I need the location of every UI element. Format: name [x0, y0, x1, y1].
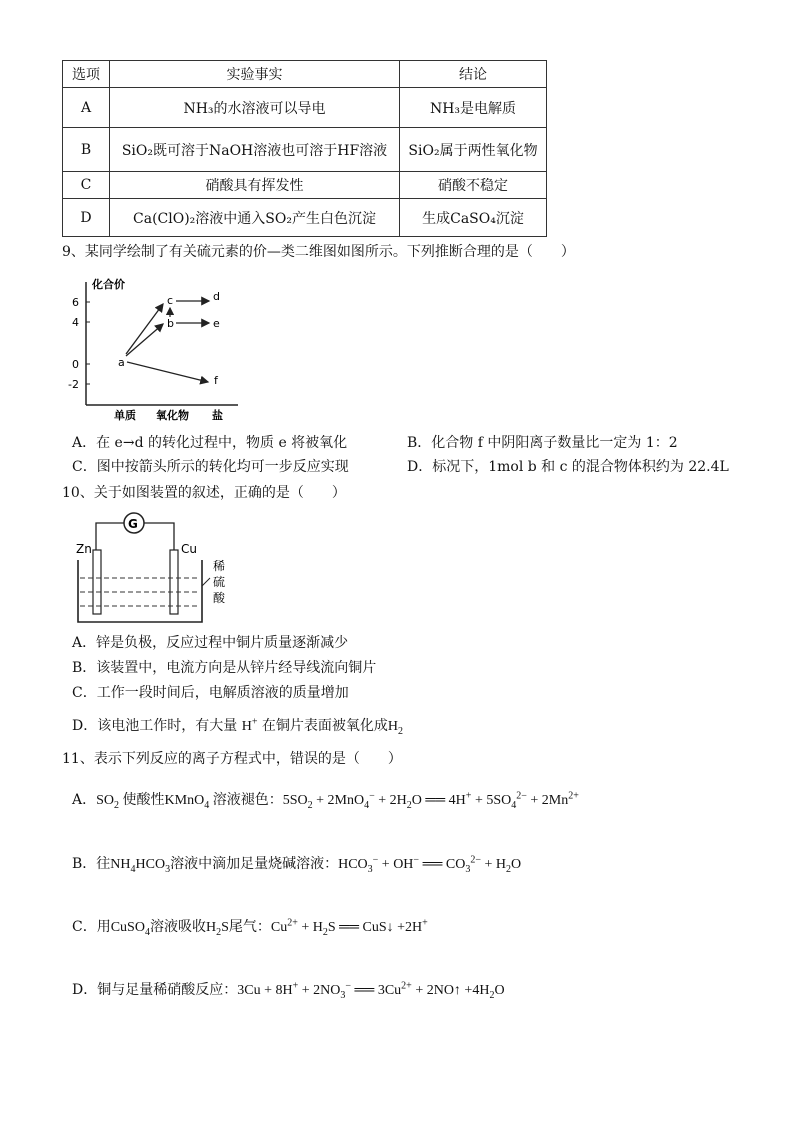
- valence-class-diagram: [70, 272, 250, 422]
- q11-option-d: D．铜与足量稀硝酸反应：$3Cu + 8H^+ + 2NO_3^-$ ══ $3Cu^{2+}$ + 2NO↑ $+4H_2O$: [72, 980, 505, 1001]
- q9-stem: 9、某同学绘制了有关硫元素的价—类二维图如图所示。下列推断合理的是（ ）: [62, 244, 575, 260]
- x-tick-salt: 盐: [212, 409, 223, 422]
- row-fact: Ca(ClO)₂溶液中通入SO₂产生白色沉淀: [110, 199, 400, 237]
- row-option: C: [63, 172, 110, 199]
- experiment-table: [62, 60, 547, 237]
- header-option: 选项: [63, 61, 110, 88]
- table-row: [63, 199, 547, 237]
- q9-option-b: B．化合物 f 中阴阳离子数量比一定为 1：2: [407, 435, 678, 451]
- point-b: b: [167, 317, 174, 330]
- acid-label-3: 酸: [213, 591, 226, 605]
- row-conclusion: 生成CaSO₄沉淀: [400, 199, 547, 237]
- table-header-row: [63, 61, 547, 88]
- q10-option-d: D．该电池工作时，有大量 H+ 在铜片表面被氧化成$H_2$: [72, 716, 404, 737]
- y-tick-0: 0: [72, 358, 79, 371]
- point-c: c: [167, 294, 174, 307]
- acid-label-2: 硫: [213, 575, 226, 589]
- row-fact: 硝酸具有挥发性: [110, 172, 400, 199]
- q11-c-label: C．用: [72, 919, 111, 935]
- q10-d-text-1: D．该电池工作时，有大量: [72, 718, 238, 734]
- q11-d-label: D．铜与足量稀硝酸反应：: [72, 982, 238, 998]
- q11-b-label: B．往: [72, 856, 111, 872]
- galvanic-cell-diagram: [70, 510, 240, 635]
- row-option: B: [63, 128, 110, 172]
- x-tick-element: 单质: [114, 409, 136, 422]
- table-row: [63, 128, 547, 172]
- q11-option-c: C．用CuSO$_4$溶液吸收$H_2S$尾气：$Cu^{2+} + H_2S$ ══ CuS↓ +2H+: [72, 917, 428, 938]
- y-tick-6: 6: [72, 296, 79, 309]
- q9-option-c: C．图中按箭头所示的转化均可一步反应实现: [72, 459, 349, 475]
- q11-a-label: A．: [72, 792, 97, 808]
- y-axis-label: 化合价: [92, 278, 125, 291]
- q11-c-text-2: 尾气：: [228, 919, 271, 935]
- q11-a-text-2: 溶液褪色：: [212, 792, 283, 808]
- y-tick-neg2: -2: [68, 378, 79, 391]
- q9-option-a: A．在 e→d 的转化过程中，物质 e 将被氧化: [72, 435, 348, 451]
- q11-c-text-1: 溶液吸收: [149, 919, 206, 935]
- header-fact: 实验事实: [110, 61, 400, 88]
- q11-b-text-1: 溶液中滴加足量烧碱溶液：: [170, 856, 339, 872]
- point-a: a: [118, 356, 125, 369]
- point-f: f: [214, 374, 218, 387]
- table-row: [63, 172, 547, 199]
- zn-label: Zn: [76, 542, 92, 556]
- y-tick-4: 4: [72, 316, 79, 329]
- row-fact: SiO₂既可溶于NaOH溶液也可溶于HF溶液: [110, 128, 400, 172]
- row-fact: NH₃的水溶液可以导电: [110, 88, 400, 128]
- point-d: d: [213, 290, 220, 303]
- row-conclusion: 硝酸不稳定: [400, 172, 547, 199]
- cu-electrode: [170, 550, 178, 614]
- row-option: A: [63, 88, 110, 128]
- q10-d-text-2: 在铜片表面被氧化成: [261, 718, 388, 734]
- q11-stem: 11、表示下列反应的离子方程式中，错误的是（ ）: [62, 751, 402, 767]
- cu-label: Cu: [181, 542, 197, 556]
- q11-option-a: A．$SO_2$ 使酸性KMnO$_4$ 溶液褪色：$5SO_2 + 2MnO_4^- + 2H_2O$ ══ $4H^+ + 5SO_4^{2-} + 2Mn^{2+}$: [72, 790, 579, 811]
- zn-electrode: [93, 550, 101, 614]
- point-e: e: [213, 317, 220, 330]
- q10-option-c: C．工作一段时间后，电解质溶液的质量增加: [72, 685, 349, 701]
- meter-label: G: [128, 517, 138, 531]
- x-tick-oxide: 氧化物: [156, 409, 189, 422]
- row-option: D: [63, 199, 110, 237]
- header-conclusion: 结论: [400, 61, 547, 88]
- acid-label-1: 稀: [213, 559, 226, 573]
- q11-option-b: B．往$NH_4HCO_3$溶液中滴加足量烧碱溶液：$HCO_3^- + OH^-$ ══ $CO_3^{2-} + H_2O$: [72, 854, 522, 875]
- q9-option-d: D．标况下，1mol b 和 c 的混合物体积约为 22.4L: [407, 459, 729, 475]
- q10-option-a: A．锌是负极，反应过程中铜片质量逐渐减少: [72, 635, 349, 651]
- q10-option-b: B．该装置中，电流方向是从锌片经导线流向铜片: [72, 660, 377, 676]
- q11-a-text-1: 使酸性: [122, 792, 165, 808]
- row-conclusion: NH₃是电解质: [400, 88, 547, 128]
- row-conclusion: SiO₂属于两性氧化物: [400, 128, 547, 172]
- q10-stem: 10、关于如图装置的叙述，正确的是（ ）: [62, 485, 346, 501]
- table-row: [63, 88, 547, 128]
